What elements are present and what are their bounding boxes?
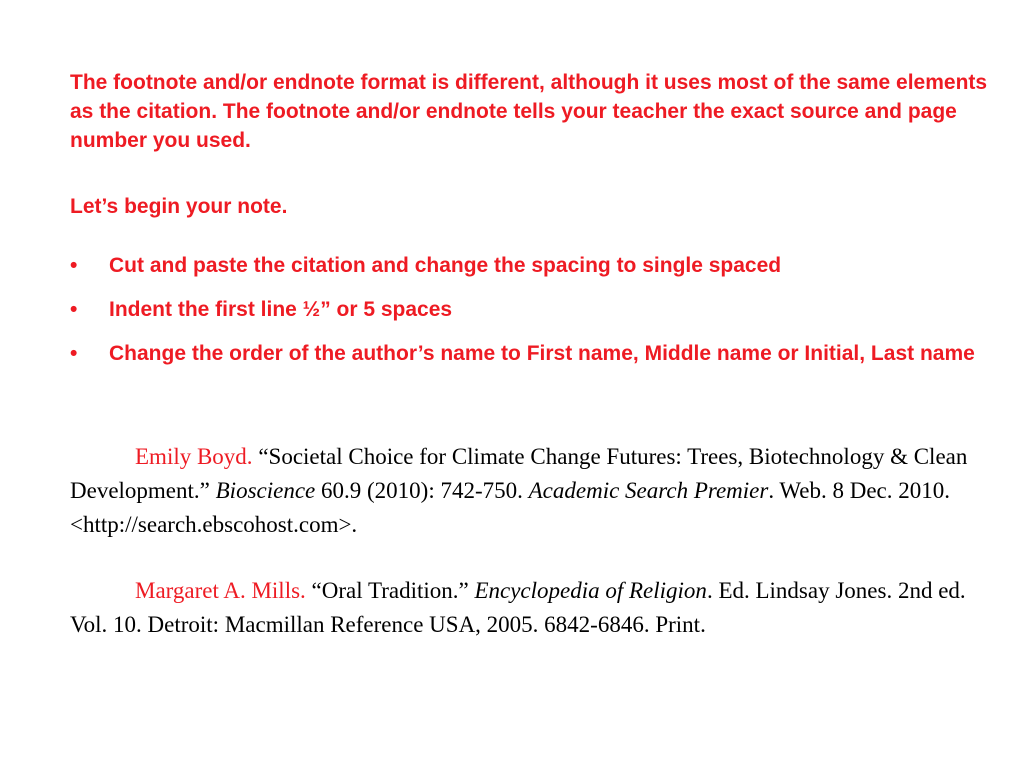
- citation-journal: Bioscience: [215, 478, 316, 503]
- citation-details: 60.9 (2010): 742-750.: [321, 478, 523, 503]
- citation-title: “Oral Tradition.”: [311, 578, 469, 603]
- citation-author: Margaret A. Mills.: [135, 578, 306, 603]
- bullet-icon: •: [70, 254, 78, 277]
- list-item: [70, 244, 990, 288]
- bullet-text: Cut and paste the citation and change the spacing to single spaced: [109, 254, 782, 277]
- citation-mills: [70, 574, 970, 642]
- begin-note-heading: Let’s begin your note.: [70, 195, 288, 218]
- bullet-icon: •: [70, 342, 78, 365]
- list-item: [70, 288, 990, 332]
- citation-database: Academic Search Premier: [528, 478, 769, 503]
- citation-author: Emily Boyd.: [135, 444, 253, 469]
- citation-title: “Societal Choice for Climate Change Futures: Trees, Biotechnology & Clean Development.”: [70, 444, 968, 503]
- instruction-list: [70, 244, 990, 376]
- citation-work: Encyclopedia of Religion: [474, 578, 707, 603]
- bullet-icon: •: [70, 298, 78, 321]
- bullet-text: Change the order of the author’s name to First name, Middle name or Initial, Last name: [109, 342, 975, 365]
- intro-paragraph: The footnote and/or endnote format is different, although it uses most of the same elements as the citation. The footnote and/or endnote tells your teacher the exact source and page number you used.: [70, 71, 988, 152]
- citation-boyd: [70, 440, 970, 542]
- bullet-text: Indent the first line ½” or 5 spaces: [109, 298, 453, 321]
- citation-access: . Web. 8 Dec. 2010. <http://search.ebscohost.com>.: [70, 478, 951, 537]
- list-item: [70, 332, 990, 376]
- citation-details: . Ed. Lindsay Jones. 2nd ed. Vol. 10. Detroit: Macmillan Reference USA, 2005. 6842-6846. Print.: [70, 578, 966, 637]
